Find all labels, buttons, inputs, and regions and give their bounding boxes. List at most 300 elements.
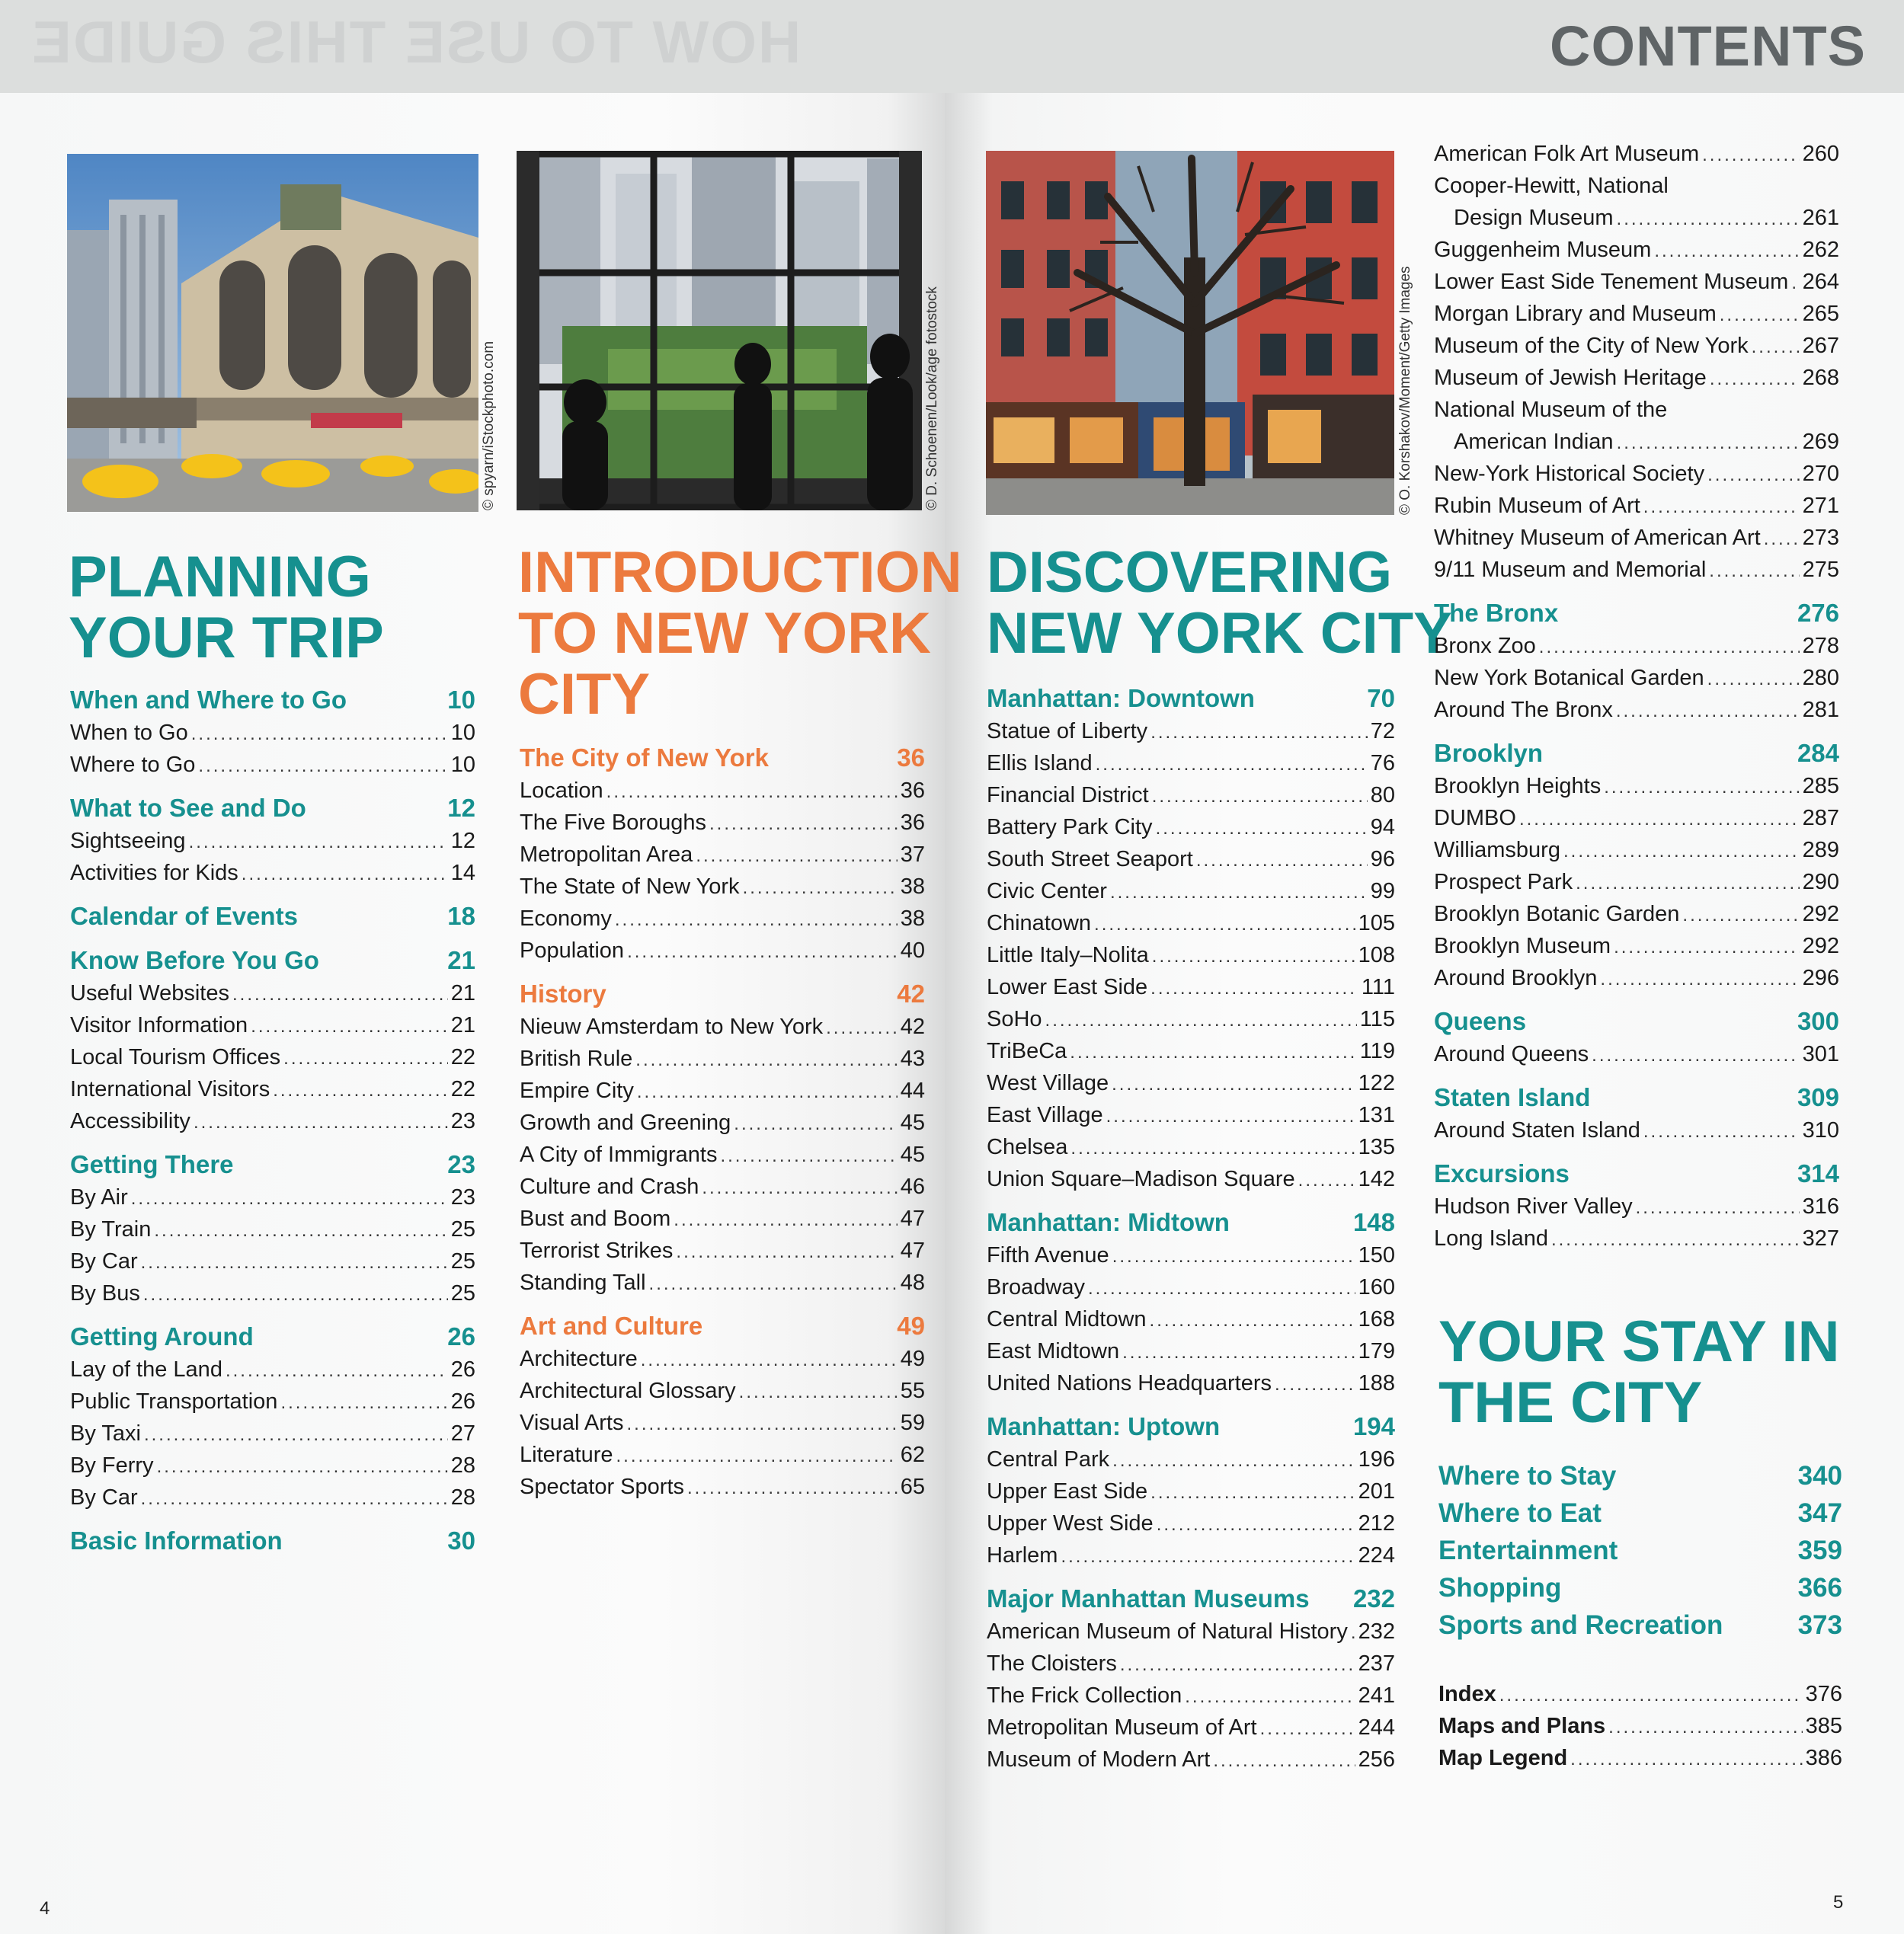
toc-entry-page: 267 [1802, 334, 1839, 358]
toc-entry-page: 244 [1358, 1715, 1395, 1740]
toc-section-title: Manhattan: Uptown [987, 1412, 1221, 1440]
toc-entry-page: 292 [1802, 902, 1839, 926]
toc-entry-page: 168 [1358, 1307, 1395, 1331]
toc-entry[interactable] [1434, 270, 1839, 302]
toc-entry[interactable] [520, 1271, 925, 1303]
toc-entry-label: Metropolitan Museum of Art [987, 1715, 1257, 1740]
toc-entry-page: 119 [1359, 1039, 1395, 1063]
toc-section-page: 232 [1352, 1584, 1395, 1613]
toc-entry-page: 296 [1802, 966, 1839, 990]
toc-entry[interactable] [70, 981, 475, 1013]
leader-dots [1616, 701, 1800, 722]
toc-entry[interactable] [1434, 1226, 1839, 1258]
toc-entry-page: 23 [450, 1185, 475, 1210]
toc-section-heading[interactable] [520, 980, 925, 1015]
toc-entry-label: Literature [520, 1443, 613, 1467]
toc-entry[interactable] [987, 1619, 1395, 1651]
toc-entry-label: Harlem [987, 1543, 1058, 1568]
stay-entry-page: 347 [1797, 1498, 1842, 1528]
leader-dots [1682, 905, 1799, 926]
toc-section-title: Manhattan: Midtown [987, 1208, 1230, 1236]
toc-entry-page: 22 [450, 1045, 475, 1069]
toc-section-heading[interactable] [1434, 1083, 1839, 1118]
toc-entry-page: 160 [1358, 1275, 1395, 1299]
page-title: CONTENTS [1550, 14, 1866, 78]
leader-dots [709, 814, 898, 835]
toc-section-heading[interactable] [987, 1208, 1395, 1243]
leader-dots [720, 1146, 897, 1167]
photo-window-silhouettes [517, 151, 922, 510]
planning-title-line-1: PLANNING [69, 545, 371, 609]
toc-entry[interactable] [70, 1109, 475, 1141]
toc-entry[interactable] [1434, 334, 1839, 366]
toc-entry-label: Brooklyn Botanic Garden [1434, 902, 1680, 926]
toc-section-heading[interactable] [70, 1150, 475, 1185]
toc-entry[interactable] [520, 1475, 925, 1507]
toc-entry-label: Local Tourism Offices [70, 1045, 281, 1069]
toc-section-heading[interactable] [987, 1412, 1395, 1447]
toc-entry[interactable] [1434, 558, 1839, 590]
toc-entry[interactable] [520, 1143, 925, 1175]
stay-entry[interactable] [1438, 1573, 1842, 1610]
leader-dots [1120, 1654, 1355, 1676]
toc-entry-page: 46 [900, 1175, 925, 1199]
toc-entry[interactable] [520, 1239, 925, 1271]
stay-entry-page: 359 [1797, 1536, 1842, 1565]
toc-entry[interactable] [520, 1207, 925, 1239]
toc-entry[interactable] [520, 906, 925, 938]
toc-entry-label: Visitor Information [70, 1013, 248, 1037]
toc-entry-label: Empire City [520, 1079, 634, 1103]
toc-entry-label: Culture and Crash [520, 1175, 699, 1199]
toc-entry[interactable] [987, 1715, 1395, 1747]
toc-entry-page: 264 [1802, 270, 1839, 294]
toc-entry-label: Terrorist Strikes [520, 1239, 674, 1263]
toc-entry-page: 23 [450, 1109, 475, 1133]
toc-entry[interactable] [520, 842, 925, 874]
toc-entry-page: 105 [1358, 911, 1395, 935]
toc-entry[interactable] [987, 1039, 1395, 1071]
toc-entry[interactable] [520, 1379, 925, 1411]
toc-entry-label: East Village [987, 1103, 1103, 1127]
leader-dots [1275, 1374, 1355, 1395]
toc-entry[interactable] [520, 1079, 925, 1111]
toc-entry[interactable] [987, 943, 1395, 975]
toc-entry-label: A City of Immigrants [520, 1143, 718, 1167]
toc-entry-page: 59 [900, 1411, 925, 1435]
toc-entry[interactable] [987, 751, 1395, 783]
leader-dots [1150, 1310, 1355, 1331]
toc-entry[interactable] [987, 1651, 1395, 1683]
stay-entry-label: Where to Stay [1438, 1461, 1617, 1491]
toc-entry-page: 278 [1802, 634, 1839, 658]
toc-entry[interactable] [987, 1683, 1395, 1715]
toc-entry-page: 281 [1802, 698, 1839, 722]
toc-entry-label: Upper West Side [987, 1511, 1154, 1536]
toc-entry[interactable] [70, 1045, 475, 1077]
toc-entry[interactable] [987, 1071, 1395, 1103]
leader-dots [242, 864, 448, 885]
toc-planning [70, 686, 475, 1562]
stay-title-line-2: THE CITY [1438, 1370, 1703, 1435]
toc-entry[interactable] [1434, 462, 1839, 494]
back-matter-page: 385 [1805, 1714, 1842, 1738]
toc-entry[interactable] [1434, 302, 1839, 334]
toc-entry-page: 188 [1358, 1371, 1395, 1395]
toc-entry[interactable] [1434, 966, 1839, 998]
toc-entry-label: National Museum of the [1434, 398, 1668, 422]
toc-entry-label: The State of New York [520, 874, 740, 899]
toc-entry[interactable] [70, 1281, 475, 1313]
toc-entry[interactable] [520, 1047, 925, 1079]
toc-entry[interactable] [1434, 934, 1839, 966]
leader-dots [1096, 754, 1368, 775]
leader-dots [1106, 1106, 1355, 1127]
toc-entry-page: 289 [1802, 838, 1839, 862]
toc-entry[interactable] [1434, 634, 1839, 666]
toc-section-heading[interactable] [987, 1584, 1395, 1619]
toc-entry-page: 62 [900, 1443, 925, 1467]
toc-entry-label: Accessibility [70, 1109, 190, 1133]
toc-entry[interactable] [987, 1447, 1395, 1479]
toc-entry[interactable] [520, 1443, 925, 1475]
toc-section-page: 49 [897, 1312, 925, 1340]
toc-entry[interactable] [70, 1249, 475, 1281]
toc-entry-page: 47 [900, 1239, 925, 1263]
toc-section-page: 314 [1797, 1159, 1839, 1188]
toc-section-page: 12 [447, 794, 475, 822]
toc-entry-label: Whitney Museum of American Art [1434, 526, 1761, 550]
stay-entry-label: Entertainment [1438, 1536, 1618, 1565]
toc-entry[interactable] [520, 1015, 925, 1047]
toc-entry[interactable] [1434, 430, 1839, 462]
toc-entry-page: 25 [450, 1217, 475, 1242]
toc-entry[interactable] [987, 1007, 1395, 1039]
leader-dots [1764, 529, 1800, 550]
toc-entry[interactable] [1434, 366, 1839, 398]
toc-entry-page: 27 [450, 1421, 475, 1446]
toc-entry[interactable] [987, 719, 1395, 751]
toc-section-page: 309 [1797, 1083, 1839, 1111]
toc-entry[interactable] [70, 1389, 475, 1421]
toc-section-heading[interactable] [520, 743, 925, 778]
toc-entry[interactable] [1434, 206, 1839, 238]
discovering-title-line-1: DISCOVERING [987, 540, 1393, 605]
toc-entry-page: 42 [900, 1015, 925, 1039]
toc-entry-label: Where to Go [70, 753, 196, 777]
leader-dots [1604, 777, 1799, 798]
toc-entry-label: Sightseeing [70, 829, 186, 853]
back-matter-entry[interactable] [1438, 1682, 1842, 1714]
back-matter-page: 386 [1805, 1746, 1842, 1770]
toc-entry-page: 285 [1802, 774, 1839, 798]
toc-section-heading[interactable] [70, 1322, 475, 1357]
toc-entry[interactable] [987, 1167, 1395, 1199]
toc-entry[interactable] [1434, 902, 1839, 934]
toc-entry[interactable] [70, 1185, 475, 1217]
leader-dots [189, 832, 448, 853]
toc-section-heading[interactable] [1434, 599, 1839, 634]
leader-dots [280, 1392, 447, 1414]
toc-entry-label: New York Botanical Garden [1434, 666, 1704, 690]
toc-entry[interactable] [520, 810, 925, 842]
toc-section-page: 23 [447, 1150, 475, 1178]
stay-entry-page: 340 [1797, 1461, 1842, 1491]
show-through-heading: HOW TO USE THIS GUIDE [30, 8, 802, 75]
toc-section-title: What to See and Do [70, 794, 306, 822]
toc-entry[interactable] [987, 1135, 1395, 1167]
stay-entry-page: 366 [1797, 1573, 1842, 1603]
toc-entry-label: Union Square–Madison Square [987, 1167, 1295, 1191]
toc-back-matter [1438, 1682, 1842, 1778]
leader-dots [1617, 433, 1800, 454]
back-matter-entry[interactable] [1438, 1714, 1842, 1746]
toc-entry[interactable] [987, 783, 1395, 815]
toc-entry-page: 271 [1802, 494, 1839, 518]
leader-dots [1539, 637, 1800, 658]
toc-entry-label: Standing Tall [520, 1271, 646, 1295]
leader-dots [1045, 1010, 1357, 1031]
toc-entry-label: Architectural Glossary [520, 1379, 736, 1403]
toc-entry-page: 111 [1361, 975, 1395, 999]
toc-entry-page: 55 [900, 1379, 925, 1403]
leader-dots [1636, 1197, 1800, 1219]
toc-entry[interactable] [70, 1077, 475, 1109]
leader-dots [1150, 722, 1368, 743]
toc-entry-label: Bronx Zoo [1434, 634, 1536, 658]
toc-entry-page: 287 [1802, 806, 1839, 830]
toc-entry[interactable] [70, 1453, 475, 1485]
toc-discovering [987, 684, 1395, 1779]
intro-title-line-3: CITY [518, 661, 651, 727]
toc-entry-label: Brooklyn Heights [1434, 774, 1602, 798]
toc-entry[interactable] [1434, 174, 1839, 206]
toc-entry[interactable] [987, 847, 1395, 879]
toc-entry[interactable] [987, 815, 1395, 847]
back-matter-label: Index [1438, 1682, 1496, 1706]
toc-section-title: The Bronx [1434, 599, 1559, 627]
toc-entry[interactable] [987, 1371, 1395, 1403]
toc-entry-label: By Air [70, 1185, 128, 1210]
toc-section-heading[interactable] [1434, 1007, 1839, 1042]
toc-entry-label: Location [520, 778, 603, 803]
toc-entry[interactable] [987, 1243, 1395, 1275]
toc-entry-page: 280 [1802, 666, 1839, 690]
toc-entry-page: 115 [1359, 1007, 1395, 1031]
toc-section-title: Major Manhattan Museums [987, 1584, 1310, 1613]
toc-entry[interactable] [1434, 698, 1839, 730]
toc-entry-label: DUMBO [1434, 806, 1516, 830]
toc-entry[interactable] [70, 1013, 475, 1045]
toc-entry-page: 122 [1358, 1071, 1395, 1095]
toc-entry[interactable] [520, 938, 925, 970]
toc-entry[interactable] [987, 1307, 1395, 1339]
toc-section-heading[interactable] [1434, 739, 1839, 774]
toc-section-heading[interactable] [70, 686, 475, 721]
leader-dots [637, 1082, 898, 1103]
toc-section-page: 284 [1797, 739, 1839, 767]
stay-entry[interactable] [1438, 1536, 1842, 1573]
stay-entry[interactable] [1438, 1461, 1842, 1498]
toc-entry-page: 65 [900, 1475, 925, 1499]
toc-entry[interactable] [987, 1339, 1395, 1371]
toc-entry[interactable] [1434, 774, 1839, 806]
toc-section-heading[interactable] [70, 946, 475, 981]
toc-entry-label: Brooklyn Museum [1434, 934, 1611, 958]
toc-section-heading[interactable] [70, 794, 475, 829]
photo-credit-3: © O. Korshakov/Moment/Getty Images [1397, 266, 1413, 515]
leader-dots [1070, 1138, 1355, 1159]
toc-entry[interactable] [1434, 666, 1839, 698]
toc-entry-page: 237 [1358, 1651, 1395, 1676]
toc-entry-label: By Ferry [70, 1453, 154, 1478]
toc-entry[interactable] [987, 879, 1395, 911]
toc-entry[interactable] [987, 1543, 1395, 1575]
toc-entry[interactable] [70, 1485, 475, 1517]
toc-entry[interactable] [520, 874, 925, 906]
toc-entry-page: 135 [1358, 1135, 1395, 1159]
toc-entry-label: American Indian [1454, 430, 1614, 454]
leader-dots [283, 1048, 448, 1069]
toc-entry[interactable] [70, 1357, 475, 1389]
toc-section-page: 18 [447, 902, 475, 930]
toc-entry-label: Central Park [987, 1447, 1110, 1472]
toc-entry-label: Upper East Side [987, 1479, 1148, 1504]
toc-entry-label: Guggenheim Museum [1434, 238, 1652, 262]
toc-entry-label: Broadway [987, 1275, 1085, 1299]
leader-dots [1157, 1514, 1355, 1536]
toc-entry[interactable] [70, 861, 475, 893]
page-number-right: 5 [1833, 1892, 1844, 1913]
toc-museums-cont [1434, 142, 1839, 1258]
toc-entry-label: Metropolitan Area [520, 842, 693, 867]
toc-entry[interactable] [1434, 142, 1839, 174]
toc-entry-label: Williamsburg [1434, 838, 1560, 862]
toc-section-page: 21 [447, 946, 475, 974]
toc-entry-page: 224 [1358, 1543, 1395, 1568]
leader-dots [696, 846, 897, 867]
toc-entry[interactable] [987, 1511, 1395, 1543]
leader-dots [615, 909, 898, 931]
toc-entry-page: 301 [1802, 1042, 1839, 1066]
toc-entry-label: Spectator Sports [520, 1475, 684, 1499]
toc-entry-label: Activities for Kids [70, 861, 238, 885]
toc-entry[interactable] [1434, 1042, 1839, 1074]
toc-entry-page: 28 [450, 1485, 475, 1510]
leader-dots [1576, 873, 1799, 894]
leader-dots [1094, 914, 1355, 935]
toc-section-page: 70 [1367, 684, 1395, 712]
toc-entry-page: 44 [900, 1079, 925, 1103]
leader-dots [1061, 1546, 1355, 1568]
photo-grand-central [67, 154, 478, 512]
toc-entry[interactable] [1434, 526, 1839, 558]
leader-dots [1499, 1685, 1803, 1706]
stay-entry[interactable] [1438, 1498, 1842, 1536]
leader-dots [676, 1242, 897, 1263]
toc-entry[interactable] [1434, 1118, 1839, 1150]
toc-section-title: Brooklyn [1434, 739, 1544, 767]
toc-entry-page: 43 [900, 1047, 925, 1071]
toc-entry[interactable] [1434, 838, 1839, 870]
toc-entry[interactable] [1434, 238, 1839, 270]
toc-entry[interactable] [1434, 398, 1839, 430]
toc-entry-label: Design Museum [1454, 206, 1614, 230]
toc-entry[interactable] [520, 1175, 925, 1207]
toc-entry[interactable] [987, 1479, 1395, 1511]
toc-entry[interactable] [987, 975, 1395, 1007]
leader-dots [1752, 337, 1800, 358]
toc-entry-page: 292 [1802, 934, 1839, 958]
toc-entry-page: 94 [1370, 815, 1395, 839]
leader-dots [1617, 209, 1800, 230]
toc-section-heading[interactable] [70, 902, 475, 937]
toc-entry[interactable] [1434, 1194, 1839, 1226]
toc-section-title: Staten Island [1434, 1083, 1591, 1111]
leader-dots [1152, 946, 1355, 967]
toc-entry[interactable] [1434, 870, 1839, 902]
toc-entry-page: 14 [450, 861, 475, 885]
toc-entry-label: British Rule [520, 1047, 633, 1071]
leader-dots [649, 1274, 898, 1295]
toc-entry-label: Fifth Avenue [987, 1243, 1109, 1267]
toc-entry[interactable] [1434, 806, 1839, 838]
toc-entry-label: Around Staten Island [1434, 1118, 1640, 1143]
toc-entry[interactable] [70, 721, 475, 753]
toc-entry-page: 275 [1802, 558, 1839, 582]
stay-entry[interactable] [1438, 1610, 1842, 1648]
toc-entry[interactable] [520, 778, 925, 810]
back-matter-entry[interactable] [1438, 1746, 1842, 1778]
toc-entry-page: 21 [450, 981, 475, 1005]
toc-section-heading[interactable] [1434, 1159, 1839, 1194]
toc-entry-label: American Folk Art Museum [1434, 142, 1700, 166]
toc-section-title: Know Before You Go [70, 946, 319, 974]
toc-entry[interactable] [520, 1111, 925, 1143]
leader-dots [674, 1210, 897, 1231]
toc-entry-label: Cooper-Hewitt, National [1434, 174, 1669, 198]
leader-dots [1592, 1045, 1799, 1066]
leader-dots [1551, 1229, 1800, 1251]
toc-entry[interactable] [987, 911, 1395, 943]
toc-section-heading[interactable] [520, 1312, 925, 1347]
toc-entry[interactable] [70, 753, 475, 785]
toc-entry[interactable] [70, 829, 475, 861]
leader-dots [226, 1360, 448, 1382]
toc-section-heading[interactable] [70, 1526, 475, 1562]
toc-entry[interactable] [987, 1103, 1395, 1135]
leader-dots [131, 1188, 448, 1210]
stay-entry-label: Where to Eat [1438, 1498, 1602, 1528]
toc-entry-page: 268 [1802, 366, 1839, 390]
toc-entry[interactable] [520, 1411, 925, 1443]
back-matter-page: 376 [1805, 1682, 1842, 1706]
toc-entry-page: 150 [1358, 1243, 1395, 1267]
toc-entry[interactable] [1434, 494, 1839, 526]
toc-entry[interactable] [520, 1347, 925, 1379]
toc-entry-label: Museum of Modern Art [987, 1747, 1211, 1772]
toc-entry[interactable] [70, 1217, 475, 1249]
toc-entry-label: Museum of the City of New York [1434, 334, 1749, 358]
toc-section-heading[interactable] [987, 684, 1395, 719]
toc-section-title: Calendar of Events [70, 902, 298, 930]
toc-entry[interactable] [987, 1747, 1395, 1779]
toc-entry-page: 201 [1358, 1479, 1395, 1504]
toc-entry[interactable] [70, 1421, 475, 1453]
toc-entry[interactable] [987, 1275, 1395, 1307]
leader-dots [141, 1252, 448, 1274]
toc-entry-label: Around Brooklyn [1434, 966, 1598, 990]
